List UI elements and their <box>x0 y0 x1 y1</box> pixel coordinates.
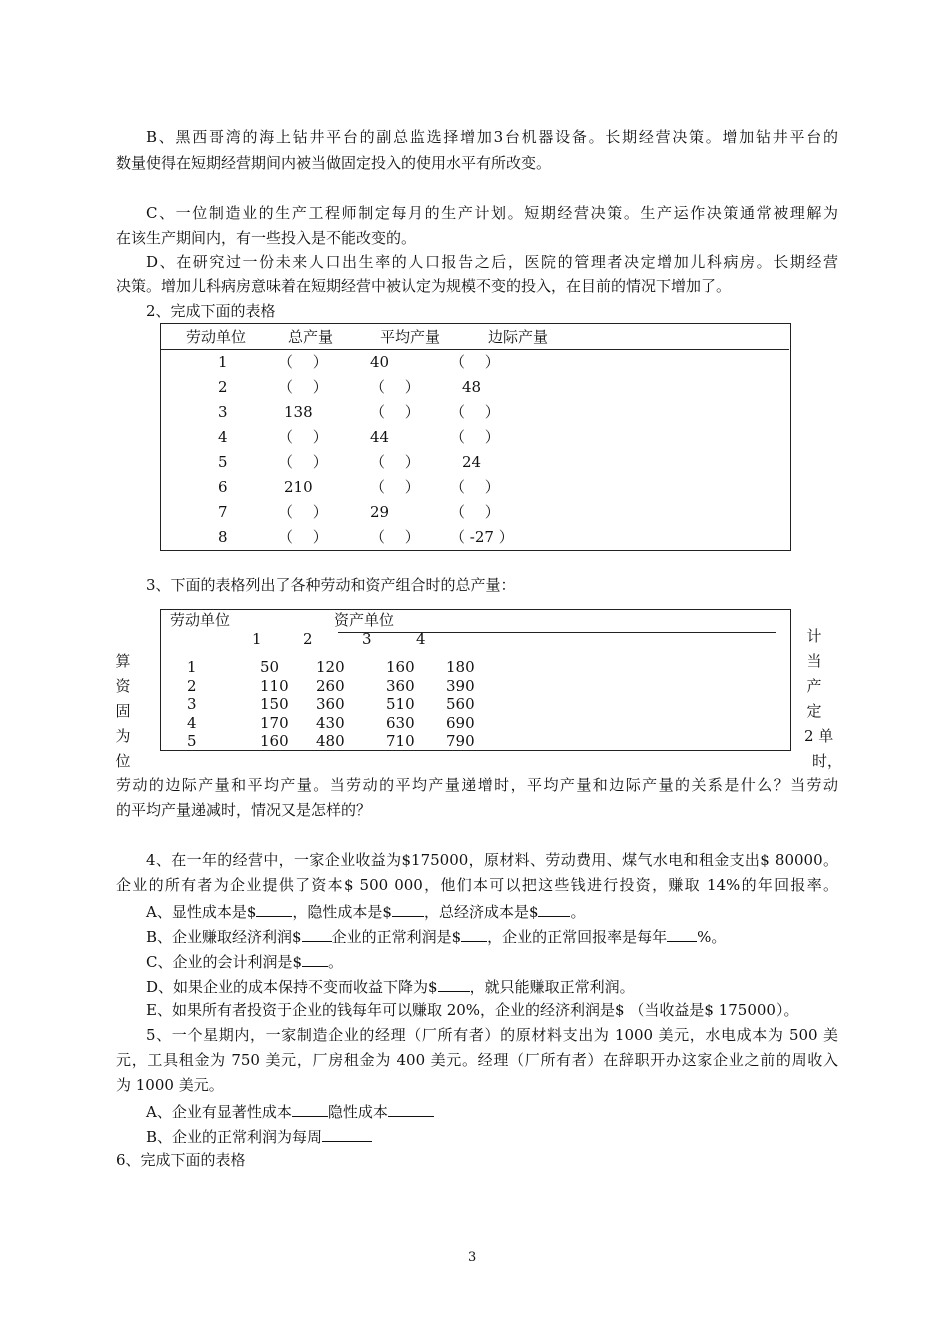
answer-blank[interactable] <box>322 1125 372 1142</box>
q3-left-char: 算 <box>115 652 131 670</box>
answer-blank[interactable] <box>667 925 697 942</box>
q2-cell: 2 <box>218 378 228 396</box>
q3-left-char: 位 <box>115 752 131 770</box>
q3-cell: 4 <box>187 713 197 732</box>
q3-capital-unit: 3 <box>362 630 372 648</box>
q2-header-total: 总产量 <box>288 328 334 346</box>
q3-cell: 160 <box>260 732 289 750</box>
answer-blank[interactable] <box>538 900 570 917</box>
q3-cell: 150 <box>260 695 289 713</box>
q2-cell: 8 <box>218 528 228 546</box>
q2-cell: 7 <box>218 503 228 521</box>
q3-capital-unit: 4 <box>416 630 426 648</box>
q2-cell: （ ） <box>370 403 420 421</box>
q2-title: 2、完成下面的表格 <box>146 302 276 320</box>
q4-part-e: E、如果所有者投资于企业的钱每年可以赚取 20%，企业的经济利润是$ （当收益是$ 175000）。 <box>146 1001 799 1019</box>
q3-cell: 480 <box>316 732 345 750</box>
q4-part-a: A、显性成本是$ ，隐性成本是$ ，总经济成本是$ 。 <box>146 900 586 922</box>
q2-cell: 29 <box>370 503 390 521</box>
q4-part-b: B、企业赚取经济利润$ 企业的正常利润是$ ，企业的正常回报率是每年 %。 <box>146 925 726 947</box>
q3-cell: 3 <box>187 695 197 713</box>
q3-right-char: 当 <box>806 652 822 670</box>
paragraph-d-line1: D、在研究过一份未来人口出生率的人口报告之后，医院的管理者决定增加儿科病房。长期经营 <box>146 253 838 271</box>
q3-right-char: 2 单 <box>804 727 834 745</box>
answer-blank[interactable] <box>438 975 470 992</box>
q3-cell: 2 <box>187 676 197 695</box>
q3-cell: 260 <box>316 676 345 695</box>
q2-cell: 5 <box>218 453 228 471</box>
q3-cell: 630 <box>386 713 415 732</box>
q4-line1: 4、在一年的经营中，一家企业收益为$175000，原材料、劳动费用、煤气水电和租金支出$ 80000。 <box>146 851 838 869</box>
q3-cell: 560 <box>446 695 475 713</box>
answer-blank[interactable] <box>302 950 328 967</box>
q2-cell: （ ） <box>450 403 500 421</box>
q3-question-line1: 劳动的边际产量和平均产量。当劳动的平均产量递增时，平均产量和边际产量的关系是什么？当劳动 <box>116 776 838 794</box>
paragraph-b-line1: B、黑西哥湾的海上钻井平台的副总监选择增加3台机器设备。长期经营决策。增加钻井平台的 <box>146 128 838 146</box>
q2-cell: 210 <box>284 478 313 496</box>
q3-left-char: 为 <box>115 727 131 745</box>
q3-left-char: 资 <box>115 677 131 695</box>
q2-cell: （ ） <box>278 353 328 371</box>
q5-line3: 为 1000 美元。 <box>116 1076 224 1094</box>
q2-cell: （ ） <box>278 453 328 471</box>
q2-cell: （ ） <box>450 428 500 446</box>
q3-right-char: 计 <box>806 627 822 645</box>
q3-right-char: 产 <box>806 677 822 695</box>
answer-blank[interactable] <box>461 925 487 942</box>
q4-part-c: C、企业的会计利润是$ 。 <box>146 950 343 972</box>
q2-cell: （ ） <box>278 503 328 521</box>
answer-blank[interactable] <box>292 1100 328 1117</box>
q2-header-average: 平均产量 <box>380 328 441 346</box>
q3-cell: 5 <box>187 732 197 750</box>
answer-blank[interactable] <box>388 1100 434 1117</box>
paragraph-b-line2: 数量使得在短期经营期间内被当做固定投入的使用水平有所改变。 <box>116 154 552 172</box>
q3-cell: 690 <box>446 713 475 732</box>
q3-cell: 790 <box>446 732 475 750</box>
q2-cell: 48 <box>462 378 482 396</box>
q2-header-marginal: 边际产量 <box>488 328 549 346</box>
q3-question-line2: 的平均产量递减时，情况又是怎样的？ <box>116 801 372 819</box>
q2-cell: （ ） <box>370 478 420 496</box>
q2-cell: （ ） <box>370 528 420 546</box>
q4-line2: 企业的所有者为企业提供了资本$ 500 000，他们本可以把这些钱进行投资，赚取 14%的年回报率。 <box>116 876 838 894</box>
q5-part-a: A、企业有显著性成本 隐性成本 <box>146 1100 434 1122</box>
q3-cell: 1 <box>187 658 197 676</box>
q2-header-labor: 劳动单位 <box>186 328 247 346</box>
q3-capital-unit: 1 <box>252 630 262 648</box>
q2-cell: （ ） <box>370 378 420 396</box>
q3-cell: 360 <box>386 676 415 695</box>
q2-cell: （ ） <box>278 378 328 396</box>
q4-part-d: D、如果企业的成本保持不变而收益下降为$ ，就只能赚取正常利润。 <box>146 975 635 997</box>
q3-cell: 430 <box>316 713 345 732</box>
q3-title: 3、下面的表格列出了各种劳动和资产组合时的总产量： <box>146 576 516 594</box>
q3-cell: 360 <box>316 695 345 713</box>
q3-cell: 710 <box>386 732 415 750</box>
q2-cell: （ -27 ） <box>450 528 514 546</box>
q2-cell: （ ） <box>450 503 500 521</box>
q3-left-char: 固 <box>115 702 131 720</box>
q2-table-header-rule <box>160 324 789 350</box>
q5-line1: 5、一个星期内，一家制造企业的经理（厂所有者）的原材料支出为 1000 美元，水电成本为 500 美 <box>146 1026 838 1044</box>
q3-cell: 110 <box>260 676 289 695</box>
q2-cell: 3 <box>218 403 228 421</box>
q2-cell: 1 <box>218 353 228 371</box>
q3-cell: 390 <box>446 676 475 695</box>
q2-cell: 44 <box>370 428 390 446</box>
q3-header-capital: 资产单位 <box>334 611 395 629</box>
q3-header-labor: 劳动单位 <box>170 611 231 629</box>
q3-capital-rule <box>338 632 776 633</box>
q6-title: 6、完成下面的表格 <box>116 1151 246 1169</box>
q5-line2: 元，工具租金为 750 美元，厂房租金为 400 美元。经理（厂所有者）在辞职开办这家企业之前的周收入 <box>116 1051 838 1069</box>
q2-cell: 40 <box>370 353 390 371</box>
answer-blank[interactable] <box>392 900 424 917</box>
q2-cell: 24 <box>462 453 482 471</box>
answer-blank[interactable] <box>302 925 332 942</box>
q2-cell: 6 <box>218 478 228 496</box>
q5-part-b: B、企业的正常利润为每周 <box>146 1125 372 1147</box>
answer-blank[interactable] <box>256 900 292 917</box>
q3-cell: 170 <box>260 713 289 732</box>
page-number: 3 <box>468 1250 477 1265</box>
q3-cell: 510 <box>386 695 415 713</box>
q3-right-char: 时， <box>812 752 843 770</box>
q3-cell: 50 <box>260 658 280 676</box>
q2-cell: 4 <box>218 428 228 446</box>
q2-cell: （ ） <box>450 353 500 371</box>
q2-cell: 138 <box>284 403 313 421</box>
q2-cell: （ ） <box>278 428 328 446</box>
q3-cell: 120 <box>316 658 345 676</box>
paragraph-c-line2: 在该生产期间内，有一些投入是不能改变的。 <box>116 229 417 247</box>
q2-cell: （ ） <box>278 528 328 546</box>
paragraph-c-line1: C、一位制造业的生产工程师制定每月的生产计划。短期经营决策。生产运作决策通常被理解为 <box>146 204 838 222</box>
paragraph-d-line2: 决策。增加儿科病房意味着在短期经营中被认定为规模不变的投入，在目前的情况下增加了。 <box>116 277 732 295</box>
q2-cell: （ ） <box>450 478 500 496</box>
q3-cell: 180 <box>446 658 475 676</box>
q3-cell: 160 <box>386 658 415 676</box>
q2-cell: （ ） <box>370 453 420 471</box>
q3-capital-unit: 2 <box>303 630 313 648</box>
q3-right-char: 定 <box>806 702 822 720</box>
